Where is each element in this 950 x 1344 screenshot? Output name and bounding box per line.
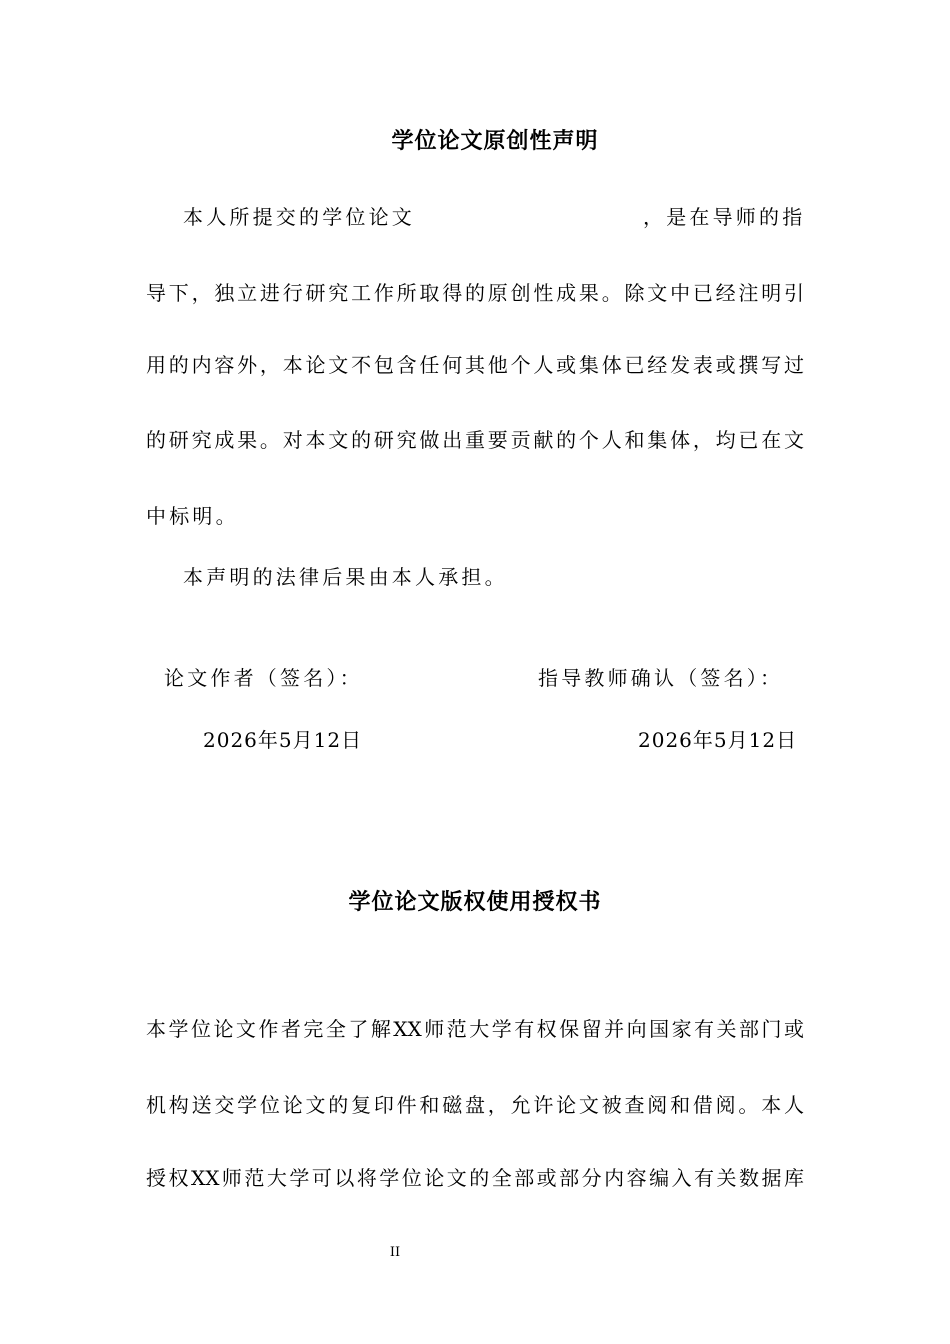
advisor-date: 2026年5月12日 bbox=[638, 728, 798, 752]
declaration-title: 学位论文原创性声明 bbox=[391, 129, 599, 154]
declaration-line-1-after: ，是在导师的指 bbox=[643, 205, 806, 229]
authorization-title: 学位论文版权使用授权书 bbox=[348, 890, 602, 915]
declaration-line-1 bbox=[183, 202, 805, 232]
declaration-line-3: 用的内容外，本论文不包含任何其他个人或集体已经发表或撰写过 bbox=[146, 353, 804, 377]
authorization-line-1: 本学位论文作者完全了解XX师范大学有权保留并向国家有关部门或 bbox=[146, 1017, 804, 1041]
declaration-line-1-before: 本人所提交的学位论文 bbox=[183, 205, 415, 229]
declaration-line-2: 导下，独立进行研究工作所取得的原创性成果。除文中已经注明引 bbox=[146, 281, 804, 305]
liability-statement: 本声明的法律后果由本人承担。 bbox=[183, 565, 508, 589]
author-signature-label: 论文作者（签名）： bbox=[164, 666, 363, 690]
declaration-line-5: 中标明。 bbox=[146, 504, 239, 528]
page-number: II bbox=[389, 1245, 401, 1260]
author-date: 2026年5月12日 bbox=[203, 728, 363, 752]
authorization-line-2: 机构送交学位论文的复印件和磁盘，允许论文被查阅和借阅。本人 bbox=[146, 1093, 804, 1117]
authorization-line-3: 授权XX师范大学可以将学位论文的全部或部分内容编入有关数据库 bbox=[146, 1166, 804, 1190]
advisor-signature-label: 指导教师确认（签名）： bbox=[538, 666, 784, 690]
declaration-line-4: 的研究成果。对本文的研究做出重要贡献的个人和集体，均已在文 bbox=[146, 428, 804, 452]
